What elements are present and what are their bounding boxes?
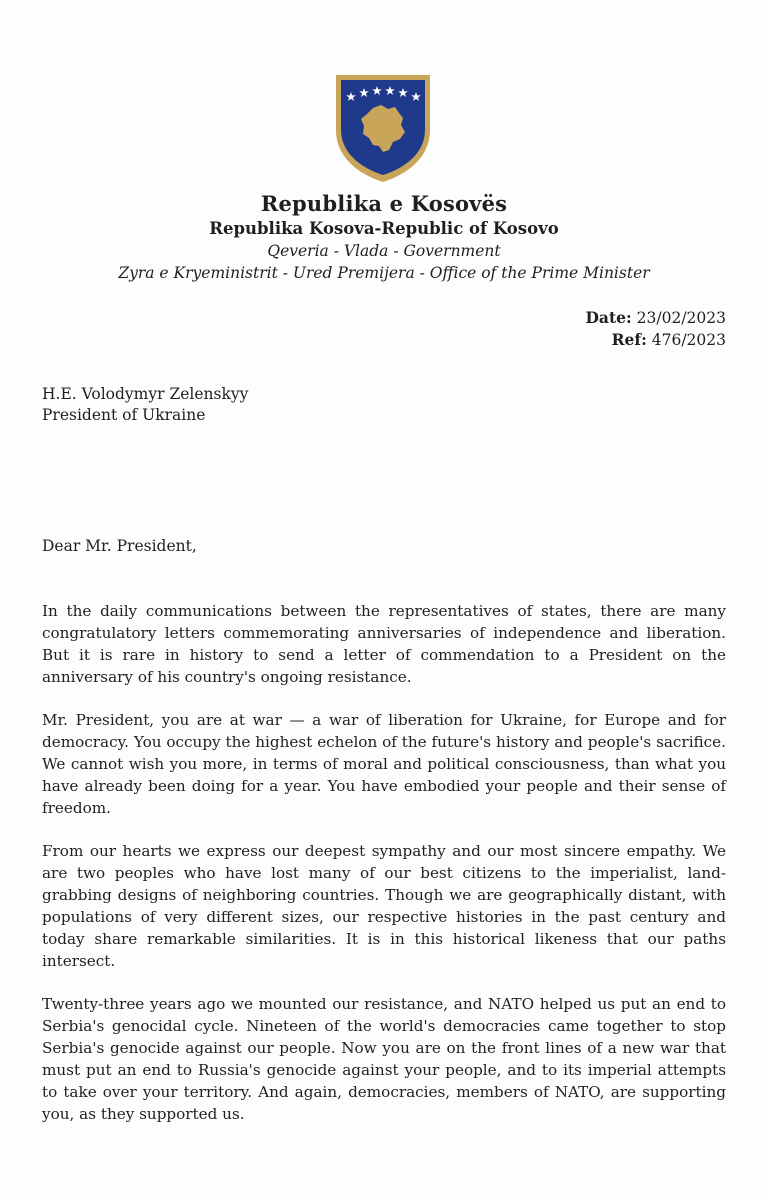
paragraph-1: In the daily communications between the representatives of states, there are many congratulatory letters commemorating anniversaries of independence and liberation. But it is rare in history to send a letter of commendation to a President on the anniversary of his country's ongoing resistance. (42, 602, 726, 686)
letterhead-line-4: Zyra e Kryeministrit - Ured Premijera - Office of the Prime Minister (118, 264, 650, 282)
paragraph-2: Mr. President, you are at war — a war of liberation for Ukraine, for Europe and for democracy. You occupy the highest echelon of the future's history and people's sacrifice. We cannot wish you more, in terms of moral and political consciousness, than what you have already been doing for a year. You have embodied your people and their sense of freedom. (42, 711, 726, 817)
letterhead-line-1: Republika e Kosovës (260, 191, 508, 216)
letterhead-line-3: Qeveria - Vlada - Government (267, 242, 501, 260)
recipient-name: H.E. Volodymyr Zelenskyy (42, 385, 249, 403)
letter-meta (585, 307, 726, 351)
letterhead-line-2: Republika Kosova-Republic of Kosovo (209, 219, 559, 238)
salutation: Dear Mr. President, (42, 537, 197, 555)
letter-body (42, 600, 726, 1146)
date-label: Date: (585, 308, 632, 327)
ref-value: 476/2023 (651, 331, 726, 349)
paragraph-3: From our hearts we express our deepest sympathy and our most sincere empathy. We are two peoples who have lost many of our best citizens to the imperialist, land-grabbing designs of neighboring countries. Though we are geographically distant, with populations of very different sizes, our respective histories in the past century and today share remarkable similarities. It is in this historical likeness that our paths intersect. (42, 842, 726, 970)
kosovo-coat-of-arms-icon (333, 72, 433, 184)
paragraph-4: Twenty-three years ago we mounted our resistance, and NATO helped us put an end to Serbia's genocidal cycle. Nineteen of the world's democracies came together to stop Serbia's genocide against our people. Now you are on the front lines of a new war that must put an end to Russia's genocide against your people, and to its imperial attempts to take over your territory. And again, democracies, members of NATO, are supporting you, as they supported us. (42, 995, 726, 1123)
ref-line (585, 329, 726, 351)
recipient-title: President of Ukraine (42, 406, 206, 424)
letterhead (0, 190, 768, 284)
recipient-block (42, 384, 248, 426)
date-value: 23/02/2023 (636, 309, 726, 327)
ref-label: Ref: (611, 330, 647, 349)
date-line (585, 307, 726, 329)
